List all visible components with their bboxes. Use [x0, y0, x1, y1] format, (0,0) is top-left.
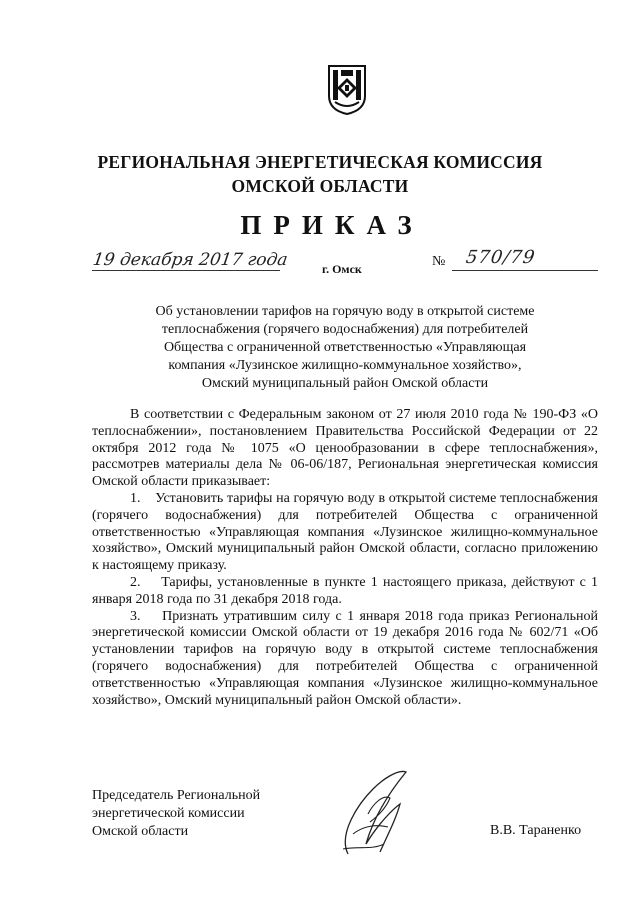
- subject-line: Общества с ограниченной ответственностью «Управляющая: [163, 340, 527, 355]
- subject-line: Омский муниципальный район Омской области: [201, 376, 489, 391]
- order-item-2: 2. Тарифы, установленные в пункте 1 настоящего приказа, действуют с 1 января 2018 года по 31 декабря 2018 года.: [92, 574, 598, 607]
- subject-line: Об установлении тарифов на горячую воду в открытой системе: [155, 304, 535, 319]
- position-line: Омской области: [92, 824, 189, 839]
- organization-name-line2: ОМСКОЙ ОБЛАСТИ: [231, 176, 409, 196]
- order-subject: [100, 303, 590, 393]
- number-sign: №: [432, 254, 446, 269]
- order-item-1: 1. Установить тарифы на горячую воду в открытой системе теплоснабжения (горячего водоснабжения) для потребителей Общества с ограниченной ответственностью «Управляющая компания «Лузинское жилищно-коммунальное хозяйство», Омский муниципальный район Омской области, согласно приложению к настоящему приказу.: [92, 490, 598, 574]
- subject-line: компания «Лузинское жилищно-коммунальное хозяйство»,: [168, 358, 522, 373]
- document-title: ПРИКАЗ: [240, 210, 424, 240]
- order-body: [92, 407, 598, 709]
- omsk-coat-of-arms-icon: [327, 64, 367, 116]
- preamble-paragraph: В соответствии с Федеральным законом от 27 июля 2010 года № 190-ФЗ «О теплоснабжении», постановлением Правительства Российской Федерации от 22 октября 2012 года № 1075 «О ценообразовании в сфере теплоснабжения», рассмотрев материалы дела № 06-06/187, Региональная энергетическая комиссия Омской области приказывает:: [92, 407, 598, 490]
- signatory-name: В.В. Тараненко: [490, 823, 582, 838]
- handwritten-date: 19 декабря 2017 года: [91, 250, 289, 270]
- city-label: г. Омск: [322, 262, 362, 276]
- subject-line: теплоснабжения (горячего водоснабжения) для потребителей: [161, 322, 529, 337]
- date-underline: [92, 270, 280, 271]
- organization-name-line1: РЕГИОНАЛЬНАЯ ЭНЕРГЕТИЧЕСКАЯ КОМИССИЯ: [97, 152, 543, 172]
- handwritten-order-number: 570/79: [464, 247, 537, 268]
- position-line: Председатель Региональной: [92, 788, 261, 803]
- position-line: энергетической комиссии: [92, 806, 245, 821]
- number-underline: [452, 270, 598, 271]
- signatory-position: [92, 787, 260, 841]
- order-item-3: 3. Признать утратившим силу с 1 января 2018 года приказ Региональной энергетической комиссии Омской области от 19 декабря 2016 года № 602/71 «Об установлении тарифов на горячую воду в открытой системе теплоснабжения (горячего водоснабжения) для потребителей Общества с ограниченной ответственностью «Управляющая компания «Лузинское жилищно-коммунальное хозяйство», Омский муниципальный район Омской области».: [92, 608, 598, 708]
- handwritten-signature: [318, 764, 418, 864]
